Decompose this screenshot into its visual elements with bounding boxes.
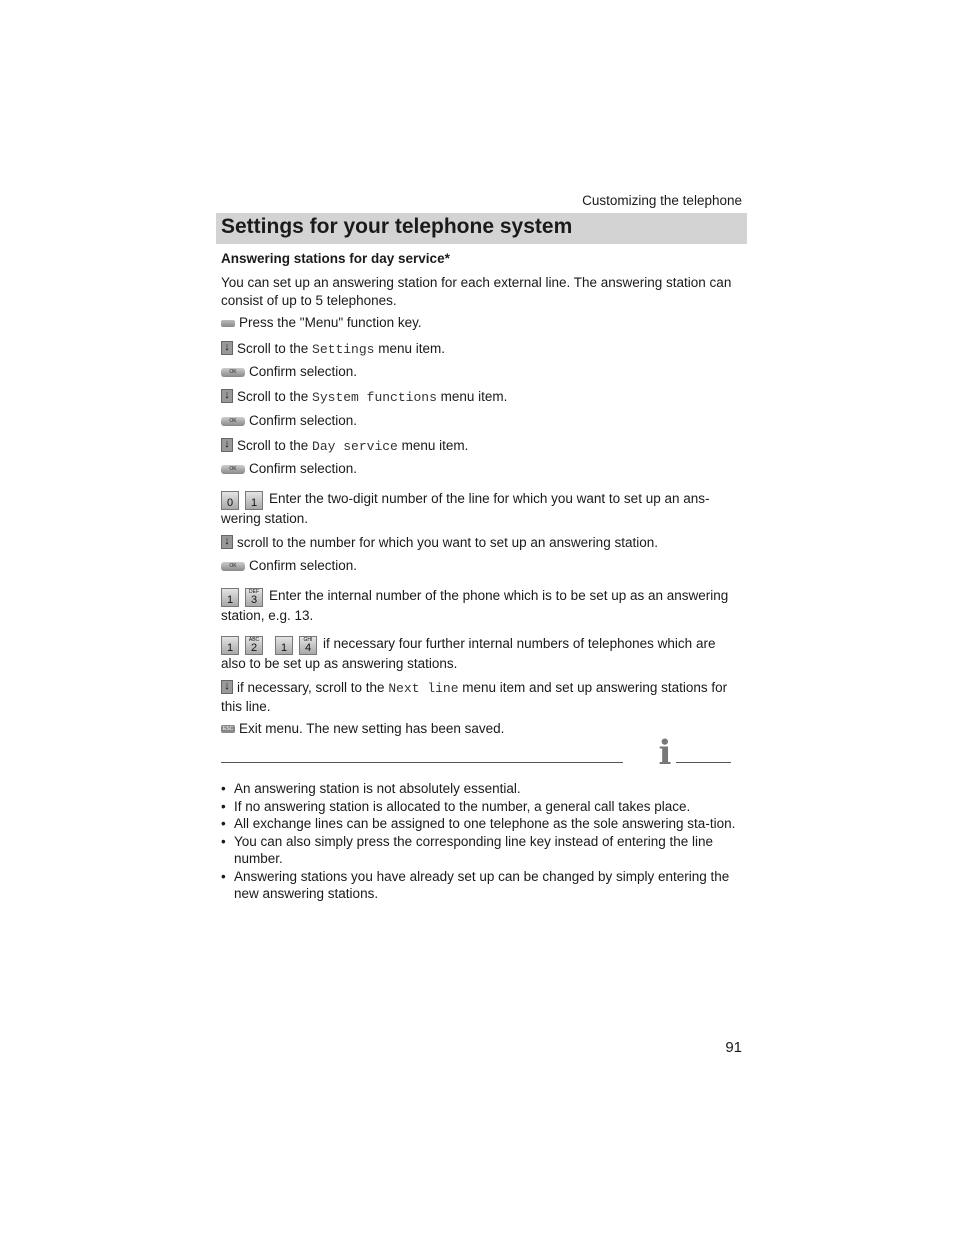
step-enter-line: 0 1 Enter the two-digit number of the line for which you want to set up an ans-wering station. <box>221 491 710 526</box>
list-item: • If no answering station is allocated to the number, a general call takes place. <box>221 798 736 815</box>
step-exit: ESC Exit menu. The new setting has been saved. <box>222 721 505 736</box>
key-3-icon: DEF 3 <box>245 588 263 607</box>
step-menu-key: Press the "Menu" function key. <box>221 314 741 332</box>
menu-key-icon <box>221 320 235 327</box>
step-scroll-settings: ↓Scroll to the Settings menu item. <box>221 340 741 359</box>
divider-left <box>221 762 623 763</box>
scroll-down-key-icon <box>221 438 233 452</box>
key-0-icon: 0 <box>221 491 239 510</box>
step-confirm-4: OK Confirm selection. <box>221 557 741 575</box>
step-scroll-day-service: ↓Scroll to the Day service menu item. <box>221 437 741 456</box>
info-icon: i <box>658 733 672 773</box>
scroll-down-key-icon <box>221 389 233 403</box>
step-scroll-system-functions: ↓Scroll to the System functions menu item. <box>221 388 741 407</box>
key-4-icon: GHI 4 <box>299 636 317 655</box>
step-further-numbers: 1 ABC 2 1 GHI 4 if necessary four further internal numbers of telephones which are also to be set up as answering stations. <box>221 636 716 671</box>
step-scroll-number: ↓scroll to the number for which you want to set up an answering station. <box>221 534 741 552</box>
esc-key-icon: ESC <box>222 726 234 733</box>
section-heading: Answering stations for day service* <box>221 251 450 266</box>
ok-key-icon: OK <box>221 465 245 474</box>
divider-right <box>676 762 731 763</box>
list-item: • All exchange lines can be assigned to one telephone as the sole answering sta-tion. <box>221 815 736 832</box>
page-number: 91 <box>725 1039 742 1056</box>
notes-list <box>221 780 736 903</box>
ok-key-icon: OK <box>221 417 245 426</box>
step-enter-internal: 1 DEF 3 Enter the internal number of the phone which is to be set up as an answering station, e.g. 13. <box>221 588 729 623</box>
step-confirm-1: OK Confirm selection. <box>221 363 741 381</box>
list-item: • Answering stations you have already set up can be changed by simply entering the new answering stations. <box>221 868 736 902</box>
key-1-icon: 1 <box>275 636 293 655</box>
list-item: • You can also simply press the corresponding line key instead of entering the line number. <box>221 833 736 867</box>
scroll-down-key-icon <box>221 535 233 549</box>
scroll-down-key-icon <box>221 341 233 355</box>
scroll-down-key-icon <box>221 680 233 694</box>
ok-key-icon: OK <box>221 562 245 571</box>
key-1-icon: 1 <box>221 588 239 607</box>
key-2-icon: ABC 2 <box>245 636 263 655</box>
step-confirm-3: OK Confirm selection. <box>221 460 741 478</box>
running-header: Customizing the telephone <box>582 193 742 208</box>
ok-key-icon: OK <box>221 368 245 377</box>
intro-paragraph: You can set up an answering station for each external line. The answering station can consist of up to 5 telephones. <box>221 275 732 308</box>
step-next-line: ↓if necessary, scroll to the Next line menu item and set up answering stations for this line. <box>221 679 741 715</box>
key-1-icon: 1 <box>221 636 239 655</box>
step-confirm-2: OK Confirm selection. <box>221 412 741 430</box>
key-1-icon: 1 <box>245 491 263 510</box>
list-item: • An answering station is not absolutely essential. <box>221 780 736 797</box>
page-title: Settings for your telephone system <box>221 215 573 238</box>
